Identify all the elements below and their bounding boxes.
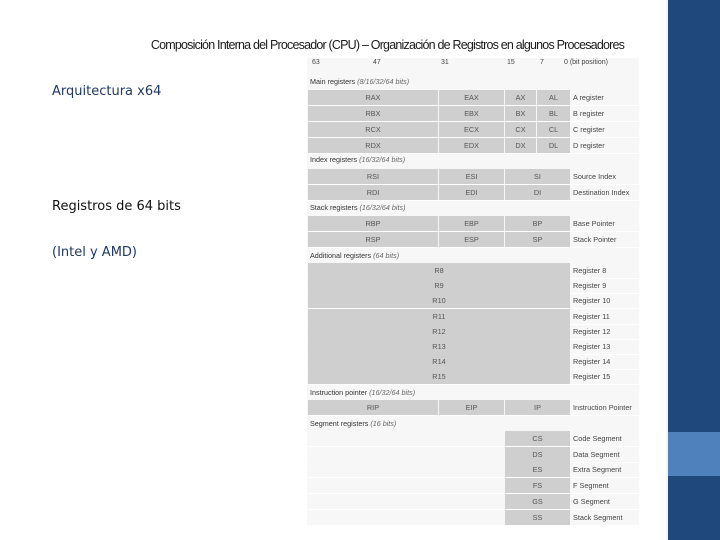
segment-row-6 bbox=[307, 510, 639, 525]
segment-row-4-r16: FS bbox=[505, 478, 570, 493]
architecture-label: Arquitectura x64 bbox=[52, 84, 162, 99]
main-row-1 bbox=[307, 90, 639, 105]
bit-63: 63 bbox=[312, 59, 320, 66]
segment-row-5-description: G Segment bbox=[573, 496, 610, 506]
main-row-1-r32: EAX bbox=[439, 90, 504, 105]
segment-row-2-r16: DS bbox=[505, 447, 570, 462]
bit-47: 47 bbox=[373, 59, 381, 66]
ip-row bbox=[307, 400, 639, 415]
additional-row-1-description: Register 8 bbox=[573, 266, 607, 275]
additional-row-5 bbox=[307, 324, 639, 339]
segment-row-6-empty bbox=[308, 510, 504, 525]
additional-row-7-description: Register 14 bbox=[573, 357, 611, 367]
stack-row-1 bbox=[307, 216, 639, 231]
segment-row-6-r16: SS bbox=[505, 510, 570, 525]
sidebar-accent-bottom bbox=[668, 476, 720, 540]
additional-row-2 bbox=[307, 278, 639, 293]
main-row-2 bbox=[307, 106, 639, 121]
register-size-label: Registros de 64 bits bbox=[52, 199, 181, 214]
ip-row-r32: EIP bbox=[439, 400, 504, 415]
section-index bbox=[310, 154, 405, 166]
segment-row-6-description: Stack Segment bbox=[573, 512, 623, 522]
additional-row-2-r64: R9 bbox=[308, 278, 570, 293]
index-row-2-r16: DI bbox=[505, 185, 570, 200]
index-row-1-r16: SI bbox=[505, 169, 570, 184]
section-stack bbox=[310, 202, 405, 214]
section-additional-label: Additional registers bbox=[310, 251, 374, 260]
main-row-2-description: B register bbox=[573, 109, 605, 118]
stack-row-2-r16: SP bbox=[505, 232, 570, 247]
main-row-2-r64: RBX bbox=[308, 106, 438, 121]
main-row-1-r8: AL bbox=[537, 90, 570, 105]
stack-row-2-r32: ESP bbox=[439, 232, 504, 247]
segment-row-2 bbox=[307, 447, 639, 462]
additional-row-8-description: Register 15 bbox=[573, 372, 611, 382]
register-diagram-image bbox=[307, 58, 639, 526]
stack-row-2-description: Stack Pointer bbox=[573, 235, 617, 244]
additional-row-6-r64: R13 bbox=[308, 339, 570, 354]
ip-row-r16: IP bbox=[505, 400, 570, 415]
additional-row-8 bbox=[307, 369, 639, 384]
section-segment-bits: (16 bits) bbox=[370, 419, 397, 428]
bit-7: 7 bbox=[540, 59, 544, 66]
section-main-label: Main registers bbox=[310, 77, 358, 86]
segment-row-3-r16: ES bbox=[505, 462, 570, 477]
additional-row-5-r64: R12 bbox=[308, 324, 570, 339]
index-row-2-divider bbox=[307, 200, 639, 201]
additional-row-8-r64: R15 bbox=[308, 369, 570, 384]
additional-row-6 bbox=[307, 339, 639, 354]
stack-row-1-description: Base Pointer bbox=[573, 219, 615, 228]
segment-row-5-empty bbox=[308, 494, 504, 509]
segment-row-6-divider bbox=[307, 525, 639, 526]
additional-row-7-r64: R14 bbox=[308, 354, 570, 369]
main-row-3-r8: CL bbox=[537, 122, 570, 137]
main-row-4-r8: DL bbox=[537, 138, 570, 153]
index-row-1-r32: ESI bbox=[439, 169, 504, 184]
section-index-bits: (16/32/64 bits) bbox=[359, 155, 406, 164]
section-stack-label: Stack registers bbox=[310, 203, 360, 212]
section-stack-bits: (16/32/64 bits) bbox=[359, 203, 406, 212]
segment-row-2-description: Data Segment bbox=[573, 449, 620, 459]
section-instruction-pointer bbox=[310, 387, 415, 399]
index-row-2-r32: EDI bbox=[439, 185, 504, 200]
main-row-4-r32: EDX bbox=[439, 138, 504, 153]
index-row-1-description: Source Index bbox=[573, 172, 616, 181]
main-row-3 bbox=[307, 122, 639, 137]
section-index-label: Index registers bbox=[310, 155, 360, 164]
section-additional-bits: (64 bits) bbox=[373, 251, 400, 260]
ip-row-description: Instruction Pointer bbox=[573, 403, 632, 412]
section-instruction-pointer-label: Instruction pointer bbox=[310, 388, 370, 397]
segment-row-1 bbox=[307, 431, 639, 446]
ip-row-divider bbox=[307, 415, 639, 416]
segment-row-4-empty bbox=[308, 478, 504, 493]
stack-row-1-r64: RBP bbox=[308, 216, 438, 231]
index-row-2 bbox=[307, 185, 639, 200]
main-row-4-r16: DX bbox=[505, 138, 536, 153]
main-row-3-r16: CX bbox=[505, 122, 536, 137]
main-row-3-description: C register bbox=[573, 125, 605, 134]
main-row-4 bbox=[307, 138, 639, 153]
segment-row-1-r16: CS bbox=[505, 431, 570, 446]
additional-row-6-description: Register 13 bbox=[573, 342, 611, 351]
additional-row-4 bbox=[307, 309, 639, 324]
additional-row-4-r64: R11 bbox=[308, 309, 570, 324]
segment-row-5-r16: GS bbox=[505, 494, 570, 509]
section-main-bits: (8/16/32/64 bits) bbox=[357, 77, 410, 86]
section-segment bbox=[310, 418, 396, 430]
main-row-1-r64: RAX bbox=[308, 90, 438, 105]
index-row-1-r64: RSI bbox=[308, 169, 438, 184]
ip-row-r64: RIP bbox=[308, 400, 438, 415]
sidebar-accent-middle bbox=[668, 432, 720, 476]
additional-row-1-r64: R8 bbox=[308, 263, 570, 278]
section-instruction-pointer-bits: (16/32/64 bits) bbox=[369, 388, 416, 397]
bit-15: 15 bbox=[507, 59, 515, 66]
slide-title: Composición Interna del Procesador (CPU) – Organización de Registros en algunos Procesadores bbox=[150, 38, 625, 52]
section-additional bbox=[310, 250, 399, 262]
stack-row-1-r32: EBP bbox=[439, 216, 504, 231]
segment-row-3 bbox=[307, 462, 639, 477]
section-main bbox=[310, 76, 409, 88]
main-row-2-r16: BX bbox=[505, 106, 536, 121]
segment-row-4-description: F Segment bbox=[573, 481, 609, 491]
stack-row-2-divider bbox=[307, 247, 639, 248]
main-row-2-r8: BL bbox=[537, 106, 570, 121]
main-row-1-r16: AX bbox=[505, 90, 536, 105]
additional-row-1 bbox=[307, 263, 639, 278]
main-row-3-r32: ECX bbox=[439, 122, 504, 137]
section-segment-label: Segment registers bbox=[310, 419, 371, 428]
segment-row-4 bbox=[307, 478, 639, 493]
additional-row-3 bbox=[307, 293, 639, 308]
segment-row-5 bbox=[307, 494, 639, 509]
main-row-4-r64: RDX bbox=[308, 138, 438, 153]
additional-row-3-description: Register 10 bbox=[573, 296, 611, 306]
additional-row-7 bbox=[307, 354, 639, 369]
bit-position-header bbox=[307, 58, 639, 69]
main-row-1-description: A register bbox=[573, 93, 604, 102]
additional-row-5-description: Register 12 bbox=[573, 326, 611, 336]
vendor-label: (Intel y AMD) bbox=[52, 245, 138, 260]
index-row-2-r64: RDI bbox=[308, 185, 438, 200]
main-row-3-r64: RCX bbox=[308, 122, 438, 137]
main-row-4-description: D register bbox=[573, 141, 605, 150]
additional-row-4-description: Register 11 bbox=[573, 311, 610, 321]
segment-row-3-empty bbox=[308, 462, 504, 477]
bit-31: 31 bbox=[441, 59, 449, 66]
segment-row-2-empty bbox=[308, 447, 504, 462]
bit-0: 0 (bit position) bbox=[564, 59, 608, 66]
stack-row-2-r64: RSP bbox=[308, 232, 438, 247]
main-row-2-r32: EBX bbox=[439, 106, 504, 121]
additional-row-3-r64: R10 bbox=[308, 293, 570, 308]
index-row-1 bbox=[307, 169, 639, 184]
segment-row-1-empty bbox=[308, 431, 504, 446]
sidebar-accent-top bbox=[668, 0, 720, 432]
additional-row-8-divider bbox=[307, 384, 639, 385]
index-row-2-description: Destination Index bbox=[573, 188, 630, 197]
stack-row-2 bbox=[307, 232, 639, 247]
segment-row-1-description: Code Segment bbox=[573, 434, 622, 443]
stack-row-1-r16: BP bbox=[505, 216, 570, 231]
segment-row-3-description: Extra Segment bbox=[573, 465, 622, 475]
additional-row-2-description: Register 9 bbox=[573, 281, 607, 291]
